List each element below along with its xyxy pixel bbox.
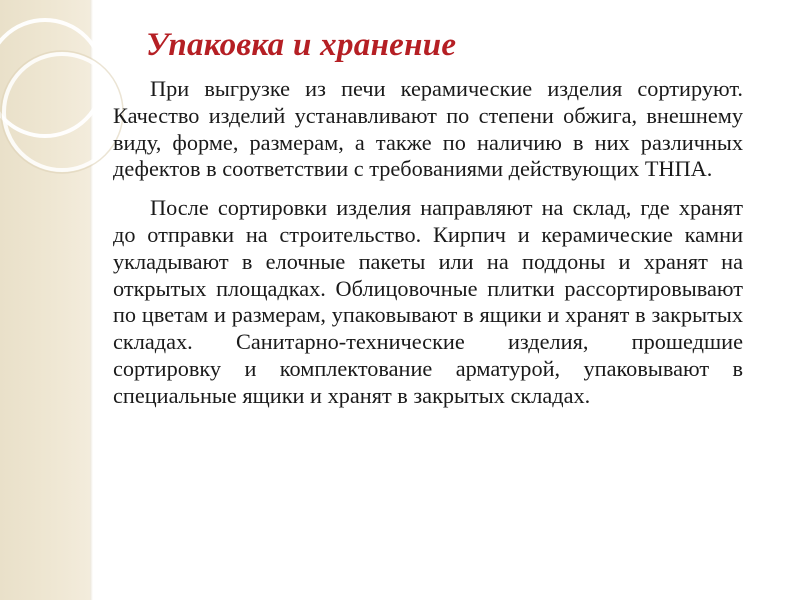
decorative-ring-inner [4, 54, 120, 170]
decorative-ring-shadow [1, 51, 123, 173]
slide-body [113, 76, 743, 410]
slide-title: Упаковка и хранение [146, 27, 457, 63]
body-paragraph-sorting: При выгрузке из печи керамические изделия сортируют. Качество изделий устанавливают по степени обжига, внешнему виду, форме, размерам, а также по наличию в них различных дефектов в соответствии с требованиями действующих ТНПА. [113, 76, 743, 182]
body-paragraph-storage: После сортировки изделия направляют на склад, где хранят до отправки на строительство. Кирпич и керамические камни укладывают в елочные пакеты или на поддоны и хранят на открытых площадках. Облицовочные плитки рассортировывают по цветам и размерам, упаковывают в ящики и хранят в закрытых складах. Санитарно-технические изделия, прошедшие сортировку и комплектование арматурой, упаковывают в специальные ящики и хранят в закрытых складах. [113, 195, 743, 408]
